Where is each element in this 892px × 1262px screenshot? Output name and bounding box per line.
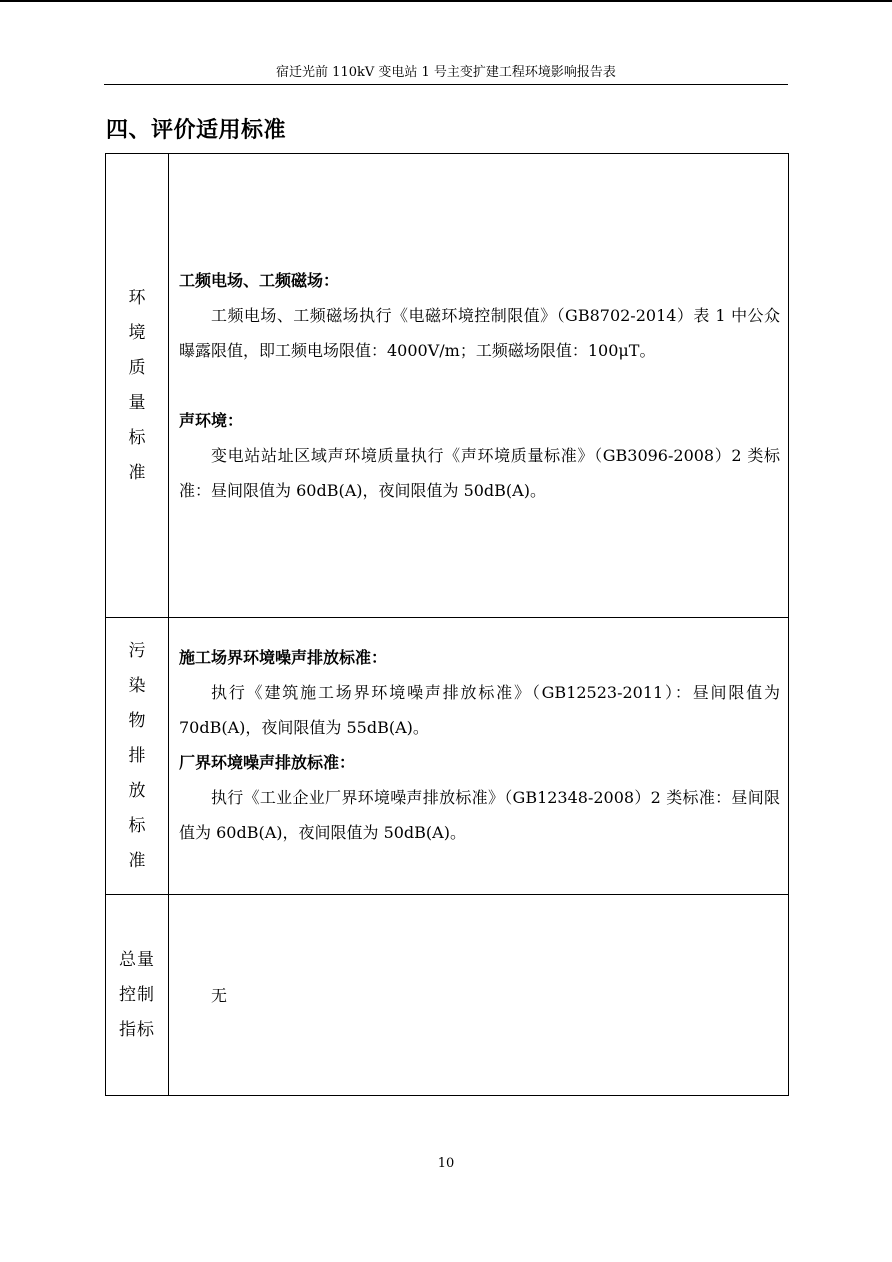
label-char: 量 — [128, 392, 146, 413]
label-char: 污 — [128, 640, 146, 661]
label-char: 物 — [128, 710, 146, 731]
row-content-pollutant-emission — [169, 618, 789, 895]
label-char: 标 — [128, 427, 146, 448]
item-body: 执行《工业企业厂界环境噪声排放标准》（GB12348-2008）2 类标准：昼间限值为 60dB(A)，夜间限值为 50dB(A)。 — [179, 788, 780, 842]
standards-table — [105, 153, 789, 1096]
label-char: 境 — [128, 322, 146, 343]
paragraph-spacer — [179, 368, 780, 403]
row-label-pollutant-emission — [106, 618, 169, 895]
label-char: 排 — [128, 745, 146, 766]
item-body: 变电站站址区域声环境质量执行《声环境质量标准》（GB3096-2008）2 类标准：昼间限值为 60dB(A)，夜间限值为 50dB(A)。 — [179, 446, 780, 500]
item-title: 工频电场、工频磁场： — [179, 271, 340, 290]
row-label-environmental-quality — [106, 154, 169, 618]
total-control-value: 无 — [211, 985, 228, 1005]
row-content-environmental-quality — [169, 154, 789, 618]
item-body: 工频电场、工频磁场执行《电磁环境控制限值》（GB8702-2014）表 1 中公众曝露限值，即工频电场限值：4000V/m；工频磁场限值：100μT。 — [179, 306, 780, 360]
section-heading: 四、评价适用标准 — [106, 117, 287, 143]
label-line: 控制 — [119, 984, 155, 1005]
label-char: 准 — [128, 462, 146, 483]
header-rule — [104, 84, 788, 85]
running-header: 宿迁光前 110kV 变电站 1 号主变扩建工程环境影响报告表 — [276, 65, 616, 80]
label-char: 环 — [128, 287, 146, 308]
page-top-border — [0, 0, 892, 2]
item-body: 执行《建筑施工场界环境噪声排放标准》（GB12523-2011）：昼间限值为 70dB(A)，夜间限值为 55dB(A)。 — [179, 683, 780, 737]
table-row-pollutant-emission — [106, 618, 789, 895]
item-title: 声环境： — [179, 411, 244, 430]
label-char: 标 — [128, 815, 146, 836]
row-label-total-control — [106, 895, 169, 1096]
item-title: 厂界环境噪声排放标准： — [179, 753, 356, 772]
table-row-environmental-quality — [106, 154, 789, 618]
label-char: 放 — [128, 780, 146, 801]
label-line: 指标 — [119, 1019, 155, 1040]
label-line: 总量 — [119, 949, 155, 970]
table-row-total-control — [106, 895, 789, 1096]
item-title: 施工场界环境噪声排放标准： — [179, 648, 388, 667]
label-char: 准 — [128, 850, 146, 871]
label-char: 染 — [128, 675, 146, 696]
page-number: 10 — [437, 1156, 455, 1171]
row-content-total-control — [169, 895, 789, 1096]
label-char: 质 — [128, 357, 146, 378]
